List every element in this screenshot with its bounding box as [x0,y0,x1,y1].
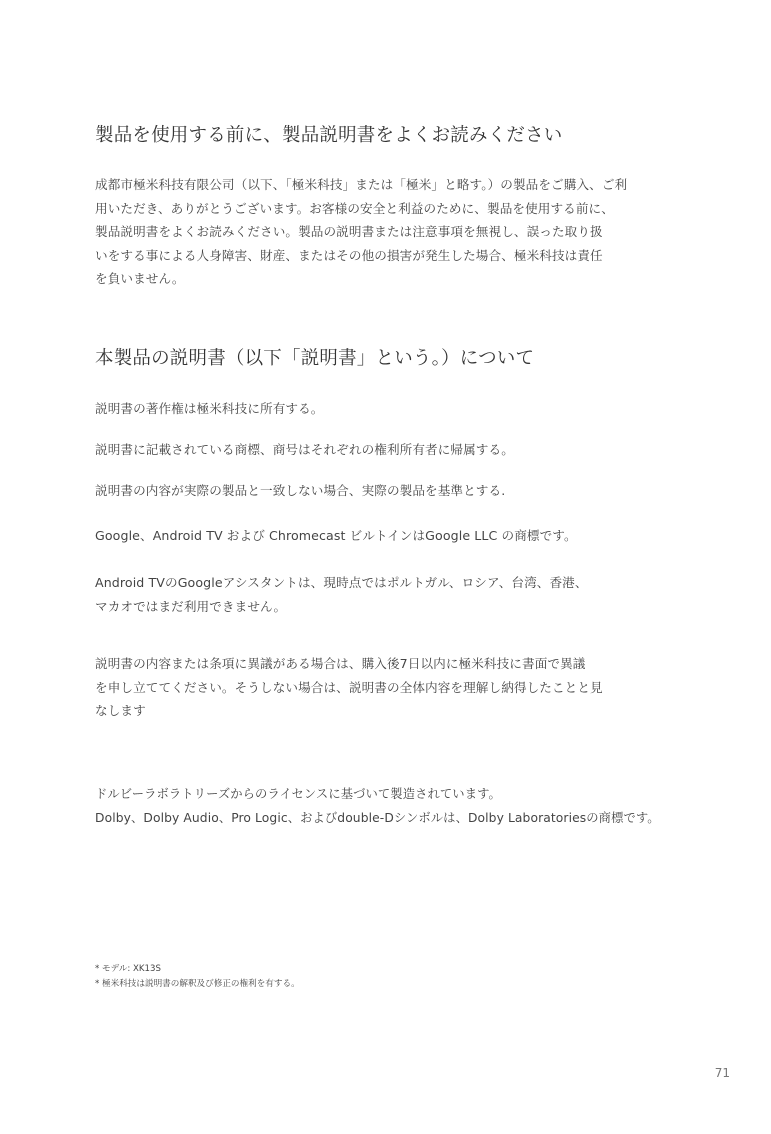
trademark-item [95,438,720,462]
google-assistant-availability-item [95,571,720,618]
item-line: 説明書の内容または条項に異議がある場合は、購入後7日以内に極米科技に書面で異議 [95,656,586,671]
item-line: Google、Android TV および Chromecast ビルトインはGoogle LLC の商標です。 [95,528,577,543]
copyright-item [95,397,720,421]
section-1-heading: 製品を使用する前に、製品説明書をよくお読みください [95,125,563,146]
model-note: * モデル: XK13S [95,964,161,974]
item-line: 説明書の内容が実際の製品と一致しない場合、実際の製品を基準とする. [95,483,506,498]
item-line: Android TVのGoogleアシスタントは、現時点ではポルトガル、ロシア、台湾、香港、 [95,575,588,590]
item-line: マカオではまだ利用できません。 [95,598,287,614]
rights-note: * 極米科技は説明書の解釈及び修正の権利を有する。 [95,979,300,989]
objection-item [95,652,720,723]
item-line: なします [95,703,146,718]
section-2-heading: 本製品の説明書（以下「説明書」という。）について [95,348,535,369]
item-line: ドルビーラボラトリーズからのライセンスに基づいて製造されています。 [95,787,501,801]
item-line: 説明書の著作権は極米科技に所有する。 [95,401,324,416]
google-trademark-item [95,524,720,548]
item-line: 説明書に記載されている商標、商号はそれぞれの権利所有者に帰属する。 [95,442,514,457]
product-discrepancy-item [95,479,720,503]
paragraph-line: 用いただき、ありがとうございます。お客様の安全と利益のために、製品を使用する前に、 [95,200,614,216]
paragraph-line: 成都市極米科技有限公司（以下、「極米科技」または「極米」と略す。）の製品をご購入、ご利 [95,177,628,192]
paragraph-line: を負いません。 [95,271,185,286]
page-number: 71 [714,1066,730,1080]
paragraph-line: 製品説明書をよくお読みください。製品の説明書または注意事項を無視し、誤った取り扱 [95,224,603,239]
item-line: Dolby、Dolby Audio、Pro Logic、およびdouble-Dシンボルは、Dolby Laboratoriesの商標です。 [95,810,660,825]
paragraph-line: いをする事による人身障害、財産、またはその他の損害が発生した場合、極米科技は責任 [95,247,603,263]
item-line: を申し立ててください。そうしない場合は、説明書の全体内容を理解し納得したことと見 [95,679,603,695]
dolby-license-item [95,783,735,830]
section-1-paragraph [95,173,720,291]
